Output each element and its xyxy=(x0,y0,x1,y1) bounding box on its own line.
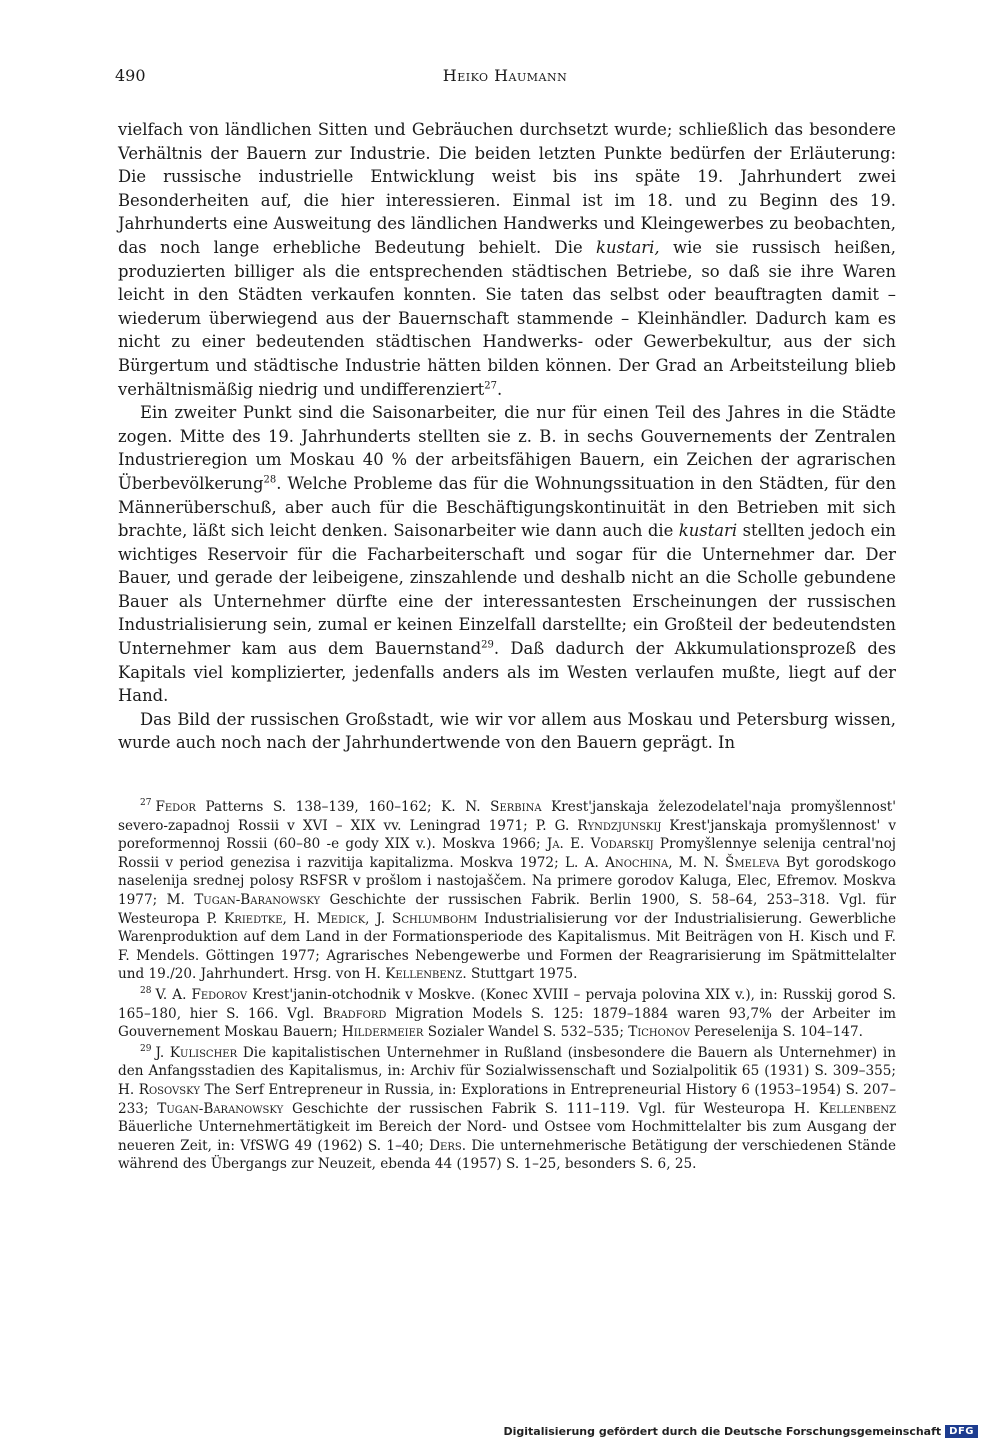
main-text xyxy=(118,118,896,755)
footnote-reference[interactable]: 29 xyxy=(481,639,494,651)
credit-text: Digitalisierung gefördert durch die Deutsche Forschungsgemeinschaft xyxy=(503,1425,942,1438)
dfg-logo-icon: DFG xyxy=(945,1425,978,1438)
italic-term: kustari xyxy=(678,521,738,541)
footnote-27: $^{27}$ Fedor Patterns S. 138–139, 160–162; K. N. Serbina Krest'janskaja železodelatel'naja promyšlennost' severo-zapadnoj Rossii v XVI – XIX vv. Leningrad 1971; P. G. Ryndzjunskij Krest'janskaja promyšlennost' v poreformennoj Rossii (60–80 -e gody XIX v.). Moskva 1966; Ja. E. Vodarskij Promyšlennye selenija central'noj Rossii v period genezisa i razvitija kapitalizma. Moskva 1972; L. A. Anochina, M. N. Šmeleva Byt gorodskogo naselenija srednej polosy RSFSR v prošlom i nastojaščem. Na primere gorodov Kaluga, Elec, Efremov. Moskva 1977; M. Tugan-Baranowsky Geschichte der russischen Fabrik. Berlin 1900, S. 58–64, 253–318. Vgl. für Westeuropa P. Kriedtke, H. Medick, J. Schlumbohm Industrialisierung vor der Industrialisierung. Gewerbliche Warenproduktion auf dem Land in der Formationsperiode des Kapitalismus. Mit Beiträgen von H. Kisch und F. F. Mendels. Göttingen 1977; Agrarisches Nebengewerbe und Formen der Reagrarisierung im Spätmittelalter und 19./20. Jahrhundert. Hrsg. von H. Kellenbenz. Stuttgart 1975. xyxy=(118,798,896,983)
footnote-number: 28 xyxy=(140,986,152,997)
footnote-reference[interactable]: 27 xyxy=(484,380,497,392)
digitization-credit xyxy=(503,1425,978,1438)
page-number: 490 xyxy=(115,66,146,85)
paragraph-3: Das Bild der russischen Großstadt, wie wir vor allem aus Moskau und Petersburg wissen, wurde auch noch nach der Jahrhundertwende von den Bauern geprägt. In xyxy=(118,709,896,753)
paragraph-2: Ein zweiter Punkt sind die Saisonarbeiter, die nur für einen Teil des Jahres in die Städte zogen. Mitte des 19. Jahrhunderts stellten sie z. B. in sechs Gouvernements der Zentralen Industrieregion um Moskau 40 % der arbeitsfähigen Bauern, ein Zeichen der agrarischen Überbevölkerung$^{28}$. Welche Probleme das für die Wohnungssituation in den Städten, für den Männerüberschuß, aber auch für die Beschäftigungskontinuität in den Betrieben mit sich brachte, läßt sich leicht denken. Saisonarbeiter wie dann auch die kustari stellten jedoch ein wichtiges Reservoir für die Facharbeiterschaft und sogar für die Unternehmer dar. Der Bauer, und gerade der leibeigene, zinszahlende und deshalb nicht an die Scholle gebundene Bauer als Unternehmer dürfte eine der interessantesten Erscheinungen der russischen Industrialisierung sein, zumal er keinen Einzelfall darstellte; ein Großteil der bedeutendsten Unternehmer kam aus dem Bauernstand$^{29}$. Daß dadurch der Akkumulationsprozeß des Kapitals viel komplizierter, jedenfalls anders als im Westen verlaufen mußte, liegt auf der Hand. xyxy=(118,403,896,706)
footnote-28: $^{28}$ V. A. Fedorov Krest'janin-otchodnik v Moskve. (Konec XVIII – pervaja polovina XIX v.), in: Russkij gorod S. 165–180, hier S. 166. Vgl. Bradford Migration Models S. 125: 1879–1884 waren 93,7% der Arbeiter im Gouvernement Moskau Bauern; Hildermeier Sozialer Wandel S. 532–535; Tichonov Pereselenija S. 104–147. xyxy=(118,986,896,1041)
footnote-29: $^{29}$ J. Kulischer Die kapitalistischen Unternehmer in Rußland (insbesondere die Bauern als Unternehmer) in den Anfangsstadien des Kapitalismus, in: Archiv für Sozialwissenschaft und Sozialpolitik 65 (1931) S. 309–355; H. Rosovsky The Serf Entrepreneur in Russia, in: Explorations in Entrepreneurial History 6 (1953–1954) S. 207–233; Tugan-Baranowsky Geschichte der russischen Fabrik S. 111–119. Vgl. für Westeuropa H. Kellenbenz Bäuerliche Unternehmertätigkeit im Bereich der Nord- und Ostsee vom Hochmittelalter bis zum Ausgang der neueren Zeit, in: VfSWG 49 (1962) S. 1–40; Ders. Die unternehmerische Betätigung der verschiedenen Stände während des Übergangs zur Neuzeit, ebenda 44 (1957) S. 1–25, besonders S. 6, 25. xyxy=(118,1044,897,1173)
paragraph-1: vielfach von ländlichen Sitten und Gebräuchen durchsetzt wurde; schließlich das besondere Verhältnis der Bauern zur Industrie. Die beiden letzten Punkte bedürfen der Erläuterung: Die russische industrielle Entwicklung weist bis ins späte 19. Jahrhundert zwei Besonderheiten auf, die hier interessieren. Einmal ist im 18. und zu Beginn des 19. Jahrhunderts eine Ausweitung des ländlichen Handwerks und Kleingewerbes zu beobachten, das noch lange erhebliche Bedeutung behielt. Die kustari, wie sie russisch heißen, produzierten billiger als die entsprechenden städtischen Betriebe, so daß sie ihre Waren leicht in den Städten verkaufen konnten. Sie taten das selbst oder beauftragten damit – wiederum überwiegend aus der Bauernschaft stammende – Kleinhändler. Dadurch kam es nicht zu einer bedeutenden städtischen Handwerks- oder Gewerbekultur, aus der sich Bürgertum und städtische Industrie hätten bilden können. Der Grad an Arbeitsteilung blieb verhältnismäßig niedrig und undifferenziert$^{27}$. xyxy=(118,120,896,399)
footnote-number: 29 xyxy=(140,1044,152,1055)
footnote-reference[interactable]: 28 xyxy=(263,474,277,486)
running-head-author: Heiko Haumann xyxy=(442,66,568,85)
page-header xyxy=(115,66,895,90)
italic-term: kustari, xyxy=(596,237,660,257)
footnote-number: 27 xyxy=(140,798,152,809)
footnotes xyxy=(118,798,896,1176)
